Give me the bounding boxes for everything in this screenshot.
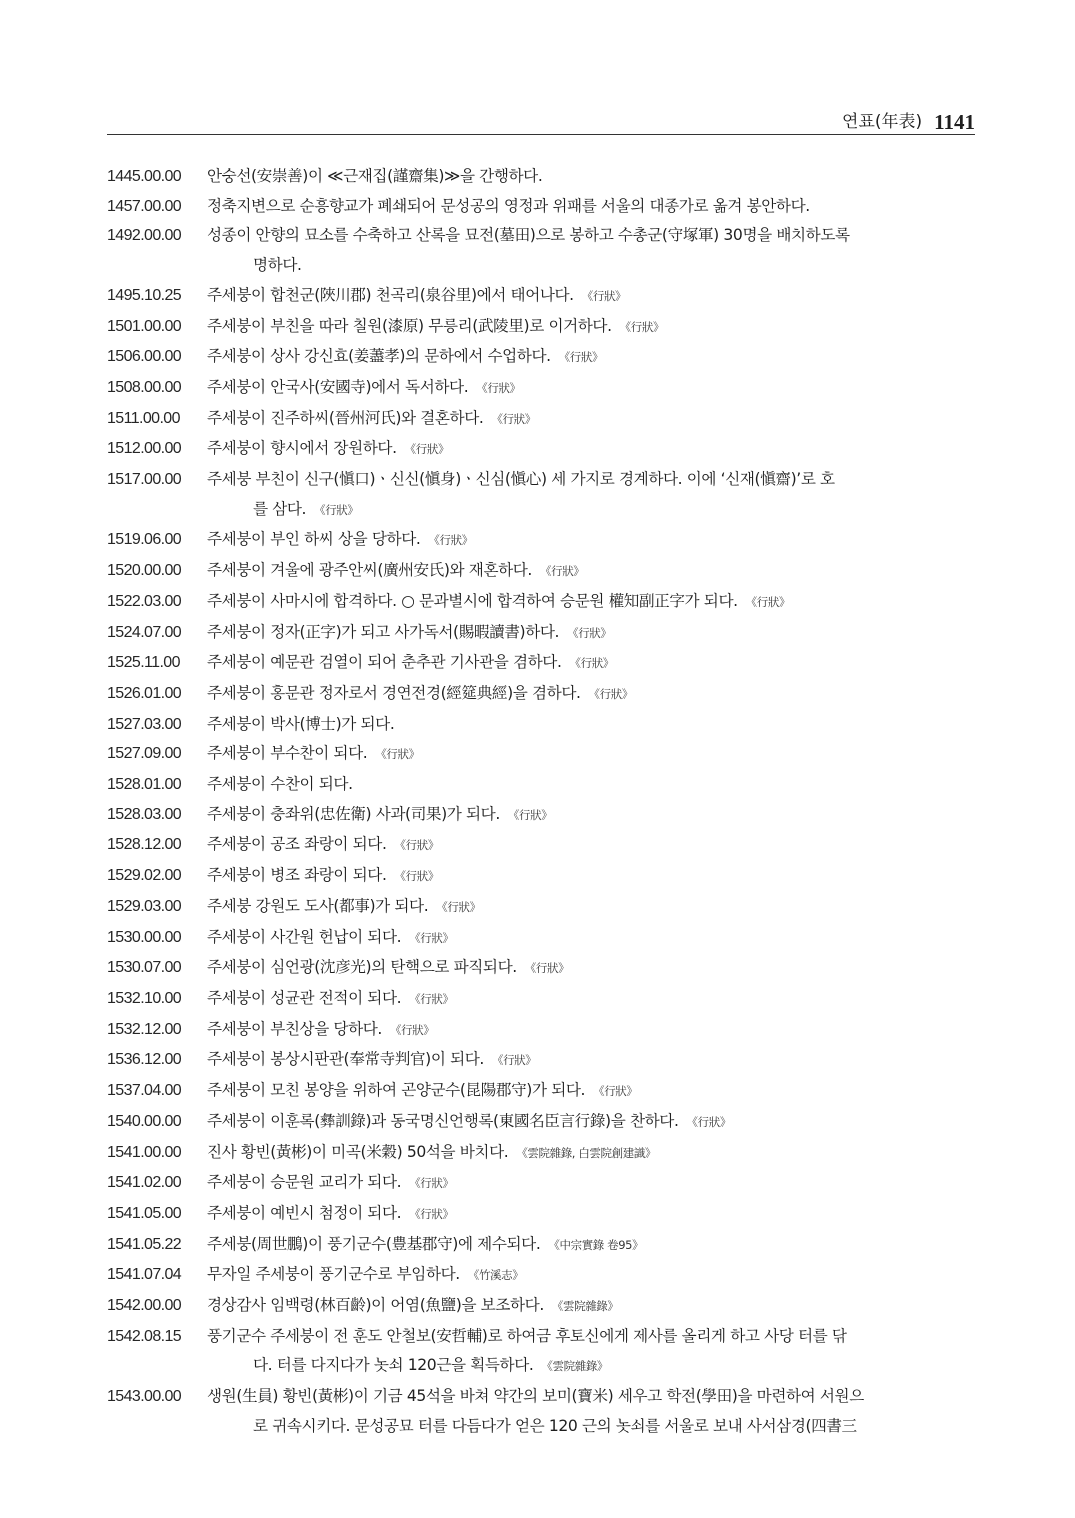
entry-line: 주세붕이 봉상시판관(奉常寺判官)이 되다. (207, 1050, 484, 1069)
chronology-entry (107, 192, 975, 222)
chronology-entry (107, 162, 975, 192)
chronology-entry (107, 1260, 975, 1291)
source-citation: 《行狀》 (593, 1084, 638, 1099)
chronology-entry (107, 1382, 975, 1441)
entry-date: 1492.00.00 (107, 227, 182, 245)
entry-line: 주세붕이 향시에서 장원하다. (207, 439, 397, 458)
chronology-entry (107, 1138, 975, 1169)
source-citation: 《行狀》 (507, 807, 553, 822)
entry-date: 1501.00.00 (107, 317, 182, 335)
chronology-entry (107, 342, 975, 373)
source-citation: 《雲院雜錄》 (541, 1359, 609, 1374)
entry-date: 1526.01.00 (107, 684, 182, 702)
source-citation: 《行狀》 (436, 899, 481, 914)
entry-date: 1536.12.00 (107, 1051, 182, 1069)
entry-text (207, 312, 975, 343)
source-citation: 《雲院雜錄, 白雲院創建識》 (516, 1145, 657, 1160)
entry-text (207, 1107, 975, 1138)
chronology-entry (107, 800, 975, 831)
entry-line: 주세붕이 부친을 따라 칠원(漆原) 무릉리(武陵里)로 이거하다. (207, 316, 612, 335)
entry-date: 1445.00.00 (107, 168, 182, 185)
entry-line: 주세붕이 충좌위(忠佐衛) 사과(司果)가 되다. (207, 804, 500, 823)
entry-line: 주세붕이 심언광(沈彦光)의 탄핵으로 파직되다. (207, 958, 517, 977)
entry-line: 명하다. (253, 256, 302, 275)
chronology-entry (107, 465, 975, 525)
source-citation: 《行狀》 (491, 1053, 537, 1068)
entry-line: 주세붕이 겨울에 광주안씨(廣州安氏)와 재혼하다. (207, 561, 532, 580)
entry-date: 1506.00.00 (107, 348, 182, 366)
source-citation: 《行狀》 (409, 930, 454, 945)
entry-line: 로 귀속시키다. 문성공묘 터를 다듬다가 얻은 120 근의 놋쇠를 서울로 보내 사서삼경(四書三 (253, 1416, 857, 1435)
entry-line: 주세붕이 예빈시 첨정이 되다. (207, 1203, 402, 1222)
entry-text (207, 1291, 975, 1322)
entry-text (207, 923, 975, 954)
chronology-entry (107, 1322, 975, 1382)
source-citation: 《行狀》 (394, 838, 439, 853)
entry-text (207, 953, 975, 984)
source-citation: 《行狀》 (389, 1022, 435, 1037)
entry-text (207, 1168, 975, 1199)
entry-date: 1541.07.04 (107, 1266, 182, 1284)
entry-date: 1537.04.00 (107, 1082, 182, 1100)
chronology-entry (107, 525, 975, 556)
chronology-entry (107, 373, 975, 404)
entry-line: 성종이 안향의 묘소를 수축하고 산록을 묘전(墓田)으로 봉하고 수총군(守塚軍) 30명을 배치하도록 (207, 226, 850, 245)
source-citation: 《行狀》 (569, 656, 614, 671)
entry-text (207, 648, 975, 679)
entry-text (207, 892, 975, 923)
entry-line: 경상감사 임백령(林百齡)이 어염(魚鹽)을 보조하다. (207, 1296, 544, 1315)
entry-text (207, 984, 975, 1015)
entry-text (207, 1230, 975, 1261)
chronology-entry (107, 1291, 975, 1322)
entry-text (207, 192, 975, 222)
entry-line: 진사 황빈(黃彬)이 미곡(米穀) 50석을 바치다. (207, 1142, 509, 1161)
entry-line: 주세붕이 사마시에 합격하다. ○ 문과별시에 합격하여 승문원 權知副正字가 되다. (207, 591, 738, 610)
entry-date: 1532.12.00 (107, 1020, 182, 1038)
source-citation: 《行狀》 (588, 686, 633, 701)
chronology-list (107, 162, 975, 1442)
entry-text (207, 465, 975, 525)
entry-line: 다. 터를 다지다가 놋쇠 120근을 획득하다. (253, 1356, 534, 1375)
chronology-entry (107, 1168, 975, 1199)
entry-text (207, 373, 975, 404)
entry-date: 1508.00.00 (107, 378, 182, 396)
source-citation: 《行狀》 (314, 502, 359, 517)
entry-date: 1542.00.00 (107, 1297, 182, 1315)
entry-date: 1532.10.00 (107, 989, 182, 1007)
entry-date: 1511.00.00 (107, 409, 180, 427)
entry-date: 1528.12.00 (107, 836, 182, 854)
source-citation: 《行狀》 (745, 594, 791, 609)
entry-line: 주세붕이 승문원 교리가 되다. (207, 1173, 402, 1192)
source-citation: 《行狀》 (409, 991, 454, 1006)
chronology-entry (107, 710, 975, 740)
entry-line: 주세붕이 상사 강신효(姜藎孝)의 문하에서 수업하다. (207, 347, 551, 366)
entry-date: 1527.09.00 (107, 745, 182, 763)
source-citation: 《行狀》 (404, 442, 450, 457)
source-citation: 《行狀》 (428, 533, 473, 548)
entry-date: 1512.00.00 (107, 440, 182, 458)
entry-text (207, 1322, 975, 1382)
source-citation: 《行狀》 (491, 411, 536, 426)
chronology-entry (107, 648, 975, 679)
chronology-entry (107, 434, 975, 465)
entry-text (207, 1138, 975, 1169)
chronology-entry (107, 1107, 975, 1138)
entry-text (207, 556, 975, 587)
entry-line: 주세붕이 합천군(陜川郡) 천곡리(泉谷里)에서 태어나다. (207, 285, 574, 304)
entry-text (207, 281, 975, 312)
entry-text (207, 587, 975, 618)
entry-line: 무자일 주세붕이 풍기군수로 부임하다. (207, 1265, 460, 1284)
entry-line: 주세붕이 진주하씨(晉州河氏)와 결혼하다. (207, 408, 484, 427)
entry-text (207, 221, 975, 280)
entry-date: 1495.10.25 (107, 286, 182, 304)
entry-line: 주세붕이 수찬이 되다. (207, 775, 353, 794)
chronology-entry (107, 1076, 975, 1107)
source-citation: 《行狀》 (558, 350, 604, 365)
entry-text (207, 1199, 975, 1230)
entry-line: 주세붕이 모친 봉양을 위하여 곤양군수(昆陽郡守)가 되다. (207, 1081, 586, 1100)
entry-date: 1530.07.00 (107, 959, 182, 977)
source-citation: 《行狀》 (619, 319, 665, 334)
chronology-entry (107, 221, 975, 280)
entry-text (207, 739, 975, 770)
entry-date: 1457.00.00 (107, 197, 182, 215)
entry-text (207, 342, 975, 373)
chronology-entry (107, 739, 975, 770)
chronology-entry (107, 679, 975, 710)
running-title: 연표(年表) (842, 112, 923, 132)
entry-line: 를 삼다. (253, 499, 307, 518)
entry-date: 1530.00.00 (107, 928, 182, 946)
entry-text (207, 162, 975, 192)
source-citation: 《行狀》 (409, 1176, 454, 1191)
entry-date: 1519.06.00 (107, 531, 182, 549)
source-citation: 《行狀》 (476, 380, 521, 395)
entry-line: 주세붕이 병조 좌랑이 되다. (207, 866, 387, 885)
chronology-entry (107, 404, 975, 435)
entry-line: 안숭선(安崇善)이 ≪근재집(謹齋集)≫을 간행하다. (207, 167, 543, 185)
page-header (107, 104, 975, 135)
entry-date: 1540.00.00 (107, 1112, 182, 1130)
entry-text (207, 861, 975, 892)
chronology-entry (107, 984, 975, 1015)
entry-line: 주세붕이 홍문관 정자로서 경연전경(經筵典經)을 겸하다. (207, 683, 581, 702)
source-citation: 《行狀》 (581, 288, 627, 303)
chronology-entry (107, 1230, 975, 1261)
entry-text (207, 1015, 975, 1046)
entry-date: 1541.05.00 (107, 1204, 182, 1222)
entry-date: 1528.01.00 (107, 776, 182, 794)
chronology-entry (107, 312, 975, 343)
chronology-entry (107, 953, 975, 984)
chronology-entry (107, 618, 975, 649)
chronology-entry (107, 1199, 975, 1230)
entry-date: 1527.03.00 (107, 715, 182, 733)
entry-line: 주세붕 부친이 신구(愼口)ㆍ신신(愼身)ㆍ신심(愼心) 세 가지로 경계하다. 이에 ‘신재(愼齋)’로 호 (207, 470, 835, 489)
entry-date: 1528.03.00 (107, 805, 182, 823)
entry-date: 1529.02.00 (107, 867, 182, 885)
entry-date: 1520.00.00 (107, 562, 182, 580)
page-number: 1141 (934, 110, 975, 134)
entry-line: 주세붕이 부인 하씨 상을 당하다. (207, 530, 421, 549)
chronology-entry (107, 281, 975, 312)
entry-text (207, 830, 975, 861)
chronology-entry (107, 1015, 975, 1046)
entry-date: 1541.02.00 (107, 1174, 182, 1192)
source-citation: 《雲院雜錄》 (551, 1299, 619, 1314)
entry-line: 주세붕이 공조 좌랑이 되다. (207, 835, 387, 854)
source-citation: 《行狀》 (394, 869, 439, 884)
entry-text (207, 1260, 975, 1291)
entry-date: 1541.00.00 (107, 1143, 182, 1161)
source-citation: 《行狀》 (540, 564, 585, 579)
chronology-entry (107, 587, 975, 618)
entry-line: 주세붕이 부친상을 당하다. (207, 1019, 382, 1038)
entry-line: 생원(生員) 황빈(黃彬)이 기금 45석을 바쳐 약간의 보미(寶米) 세우고 학전(學田)을 마련하여 서원으 (207, 1387, 864, 1406)
chronology-entry (107, 861, 975, 892)
chronology-entry (107, 770, 975, 800)
entry-text (207, 1382, 975, 1441)
entry-line: 주세붕이 박사(博士)가 되다. (207, 714, 395, 733)
chronology-entry (107, 923, 975, 954)
entry-line: 주세붕이 사간원 헌납이 되다. (207, 927, 402, 946)
entry-text (207, 770, 975, 800)
entry-date: 1529.03.00 (107, 897, 182, 915)
entry-date: 1525.11.00 (107, 654, 180, 672)
chronology-entry (107, 1045, 975, 1076)
source-citation: 《行狀》 (524, 961, 570, 976)
entry-text (207, 434, 975, 465)
entry-line: 주세붕이 예문관 검열이 되어 춘추관 기사관을 겸하다. (207, 653, 562, 672)
entry-date: 1541.05.22 (107, 1235, 182, 1253)
source-citation: 《竹溪志》 (467, 1268, 524, 1283)
chronology-entry (107, 892, 975, 923)
entry-text (207, 679, 975, 710)
entry-line: 주세붕이 부수찬이 되다. (207, 744, 368, 763)
entry-line: 주세붕이 이훈록(彝訓錄)과 동국명신언행록(東國名臣言行錄)을 찬하다. (207, 1111, 679, 1130)
chronology-entry (107, 556, 975, 587)
entry-text (207, 1045, 975, 1076)
entry-line: 주세붕이 성균관 전적이 되다. (207, 988, 402, 1007)
entry-date: 1517.00.00 (107, 471, 182, 489)
entry-text (207, 710, 975, 740)
entry-date: 1524.07.00 (107, 623, 182, 641)
entry-line: 주세붕이 정자(正字)가 되고 사가독서(賜暇讀書)하다. (207, 622, 560, 641)
entry-text (207, 1076, 975, 1107)
entry-text (207, 404, 975, 435)
entry-line: 정축지변으로 순흥향교가 폐쇄되어 문성공의 영정과 위패를 서울의 대종가로 옮겨 봉안하다. (207, 196, 810, 215)
entry-date: 1543.00.00 (107, 1388, 182, 1406)
chronology-entry (107, 830, 975, 861)
source-citation: 《行狀》 (409, 1206, 454, 1221)
entry-date: 1522.03.00 (107, 592, 182, 610)
entry-line: 주세붕이 안국사(安國寺)에서 독서하다. (207, 377, 469, 396)
entry-line: 풍기군수 주세붕이 전 훈도 안철보(安哲輔)로 하여금 후토신에게 제사를 올리게 하고 사당 터를 닦 (207, 1326, 847, 1345)
entry-date: 1542.08.15 (107, 1327, 182, 1345)
entry-line: 주세붕(周世鵬)이 풍기군수(豊基郡守)에 제수되다. (207, 1234, 541, 1253)
source-citation: 《行狀》 (375, 747, 420, 762)
source-citation: 《行狀》 (567, 625, 612, 640)
source-citation: 《行狀》 (686, 1114, 731, 1129)
entry-text (207, 800, 975, 831)
entry-line: 주세붕 강원도 도사(都事)가 되다. (207, 896, 429, 915)
entry-text (207, 525, 975, 556)
entry-text (207, 618, 975, 649)
source-citation: 《中宗實錄 卷95》 (548, 1237, 644, 1252)
